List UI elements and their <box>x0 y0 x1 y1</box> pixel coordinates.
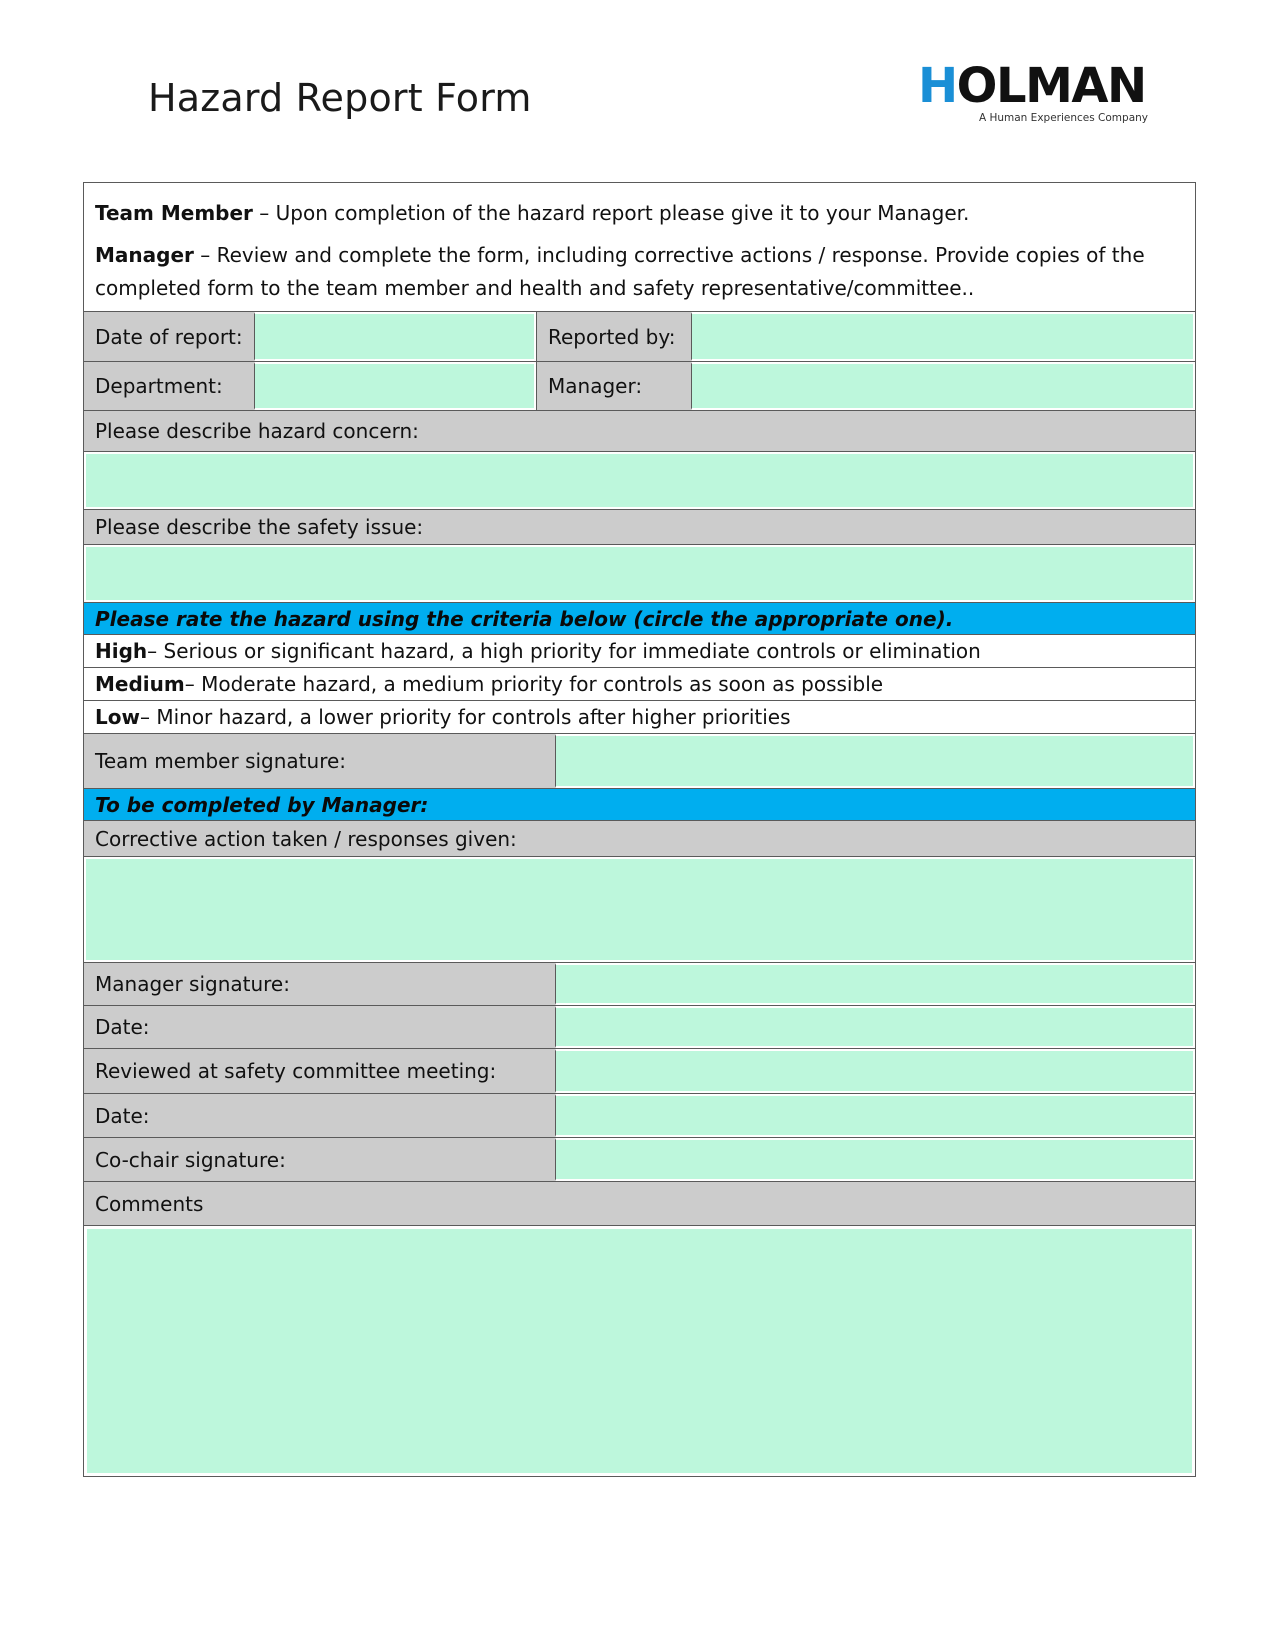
safety-issue-label: Please describe the safety issue: <box>84 510 1195 544</box>
date-label-1: Date: <box>84 1006 555 1048</box>
row-department-manager <box>84 361 1195 410</box>
row-corrective-action-field <box>84 856 1195 962</box>
manager-signature-field[interactable] <box>555 963 1195 1005</box>
row-manager-signature <box>84 962 1195 1005</box>
comments-label: Comments <box>84 1182 1195 1225</box>
reviewed-meeting-label: Reviewed at safety committee meeting: <box>84 1049 555 1093</box>
row-safety-issue-label <box>84 509 1195 544</box>
manager-section-heading: To be completed by Manager: <box>84 789 1195 820</box>
row-safety-issue-field <box>84 544 1195 602</box>
department-field[interactable] <box>254 362 536 410</box>
row-reviewed-meeting <box>84 1048 1195 1093</box>
hazard-concern-field[interactable] <box>84 452 1195 509</box>
row-rating-instruction <box>84 602 1195 634</box>
corrective-action-label: Corrective action taken / responses given: <box>84 821 1195 856</box>
row-team-member-signature <box>84 733 1195 788</box>
cochair-signature-field[interactable] <box>555 1138 1195 1181</box>
logo-wordmark: HOLMAN <box>918 58 1146 114</box>
date-of-report-label: Date of report: <box>84 312 254 361</box>
reviewed-meeting-field[interactable] <box>555 1049 1195 1093</box>
date-of-report-field[interactable] <box>254 312 536 361</box>
date-field-2[interactable] <box>555 1094 1195 1137</box>
row-hazard-concern-field <box>84 451 1195 509</box>
row-corrective-action-label <box>84 820 1195 856</box>
manager-field[interactable] <box>691 362 1195 410</box>
date-label-2: Date: <box>84 1094 555 1137</box>
hazard-concern-label: Please describe hazard concern: <box>84 411 1195 451</box>
team-member-signature-field[interactable] <box>555 734 1195 788</box>
row-date-reported <box>84 311 1195 361</box>
logo-tagline: A Human Experiences Company <box>978 112 1148 124</box>
rating-low[interactable]: Low – Minor hazard, a lower priority for controls after higher priorities <box>84 701 1195 733</box>
row-cochair-signature <box>84 1137 1195 1181</box>
team-member-instruction: Team Member – Upon completion of the hazard report please give it to your Manager. <box>95 201 970 225</box>
row-rating-low <box>84 700 1195 733</box>
date-field-1[interactable] <box>555 1006 1195 1048</box>
manager-instruction: Manager – Review and complete the form, including corrective actions / response. Provide copies of the completed form to the team member and health and safety representative/committee.. <box>95 243 1145 300</box>
row-comments-field <box>84 1225 1195 1476</box>
row-rating-medium <box>84 667 1195 700</box>
department-label: Department: <box>84 362 254 410</box>
row-manager-heading <box>84 788 1195 820</box>
reported-by-field[interactable] <box>691 312 1195 361</box>
row-comments-label <box>84 1181 1195 1225</box>
hazard-form <box>83 182 1196 1477</box>
rating-medium[interactable]: Medium – Moderate hazard, a medium priority for controls as soon as possible <box>84 668 1195 700</box>
row-rating-high <box>84 634 1195 667</box>
team-member-signature-label: Team member signature: <box>84 734 555 788</box>
comments-field[interactable] <box>84 1226 1195 1476</box>
company-logo <box>918 58 1148 124</box>
rating-instruction: Please rate the hazard using the criteria below (circle the appropriate one). <box>84 603 1195 634</box>
manager-label: Manager: <box>536 362 691 410</box>
row-hazard-concern-label <box>84 410 1195 451</box>
reported-by-label: Reported by: <box>536 312 691 361</box>
corrective-action-field[interactable] <box>84 857 1195 962</box>
row-date-1 <box>84 1005 1195 1048</box>
row-date-2 <box>84 1093 1195 1137</box>
intro-section <box>84 183 1195 311</box>
cochair-signature-label: Co-chair signature: <box>84 1138 555 1181</box>
manager-signature-label: Manager signature: <box>84 963 555 1005</box>
page-title: Hazard Report Form <box>148 76 532 120</box>
rating-high[interactable]: High – Serious or significant hazard, a high priority for immediate controls or elimination <box>84 635 1195 667</box>
safety-issue-field[interactable] <box>84 545 1195 602</box>
